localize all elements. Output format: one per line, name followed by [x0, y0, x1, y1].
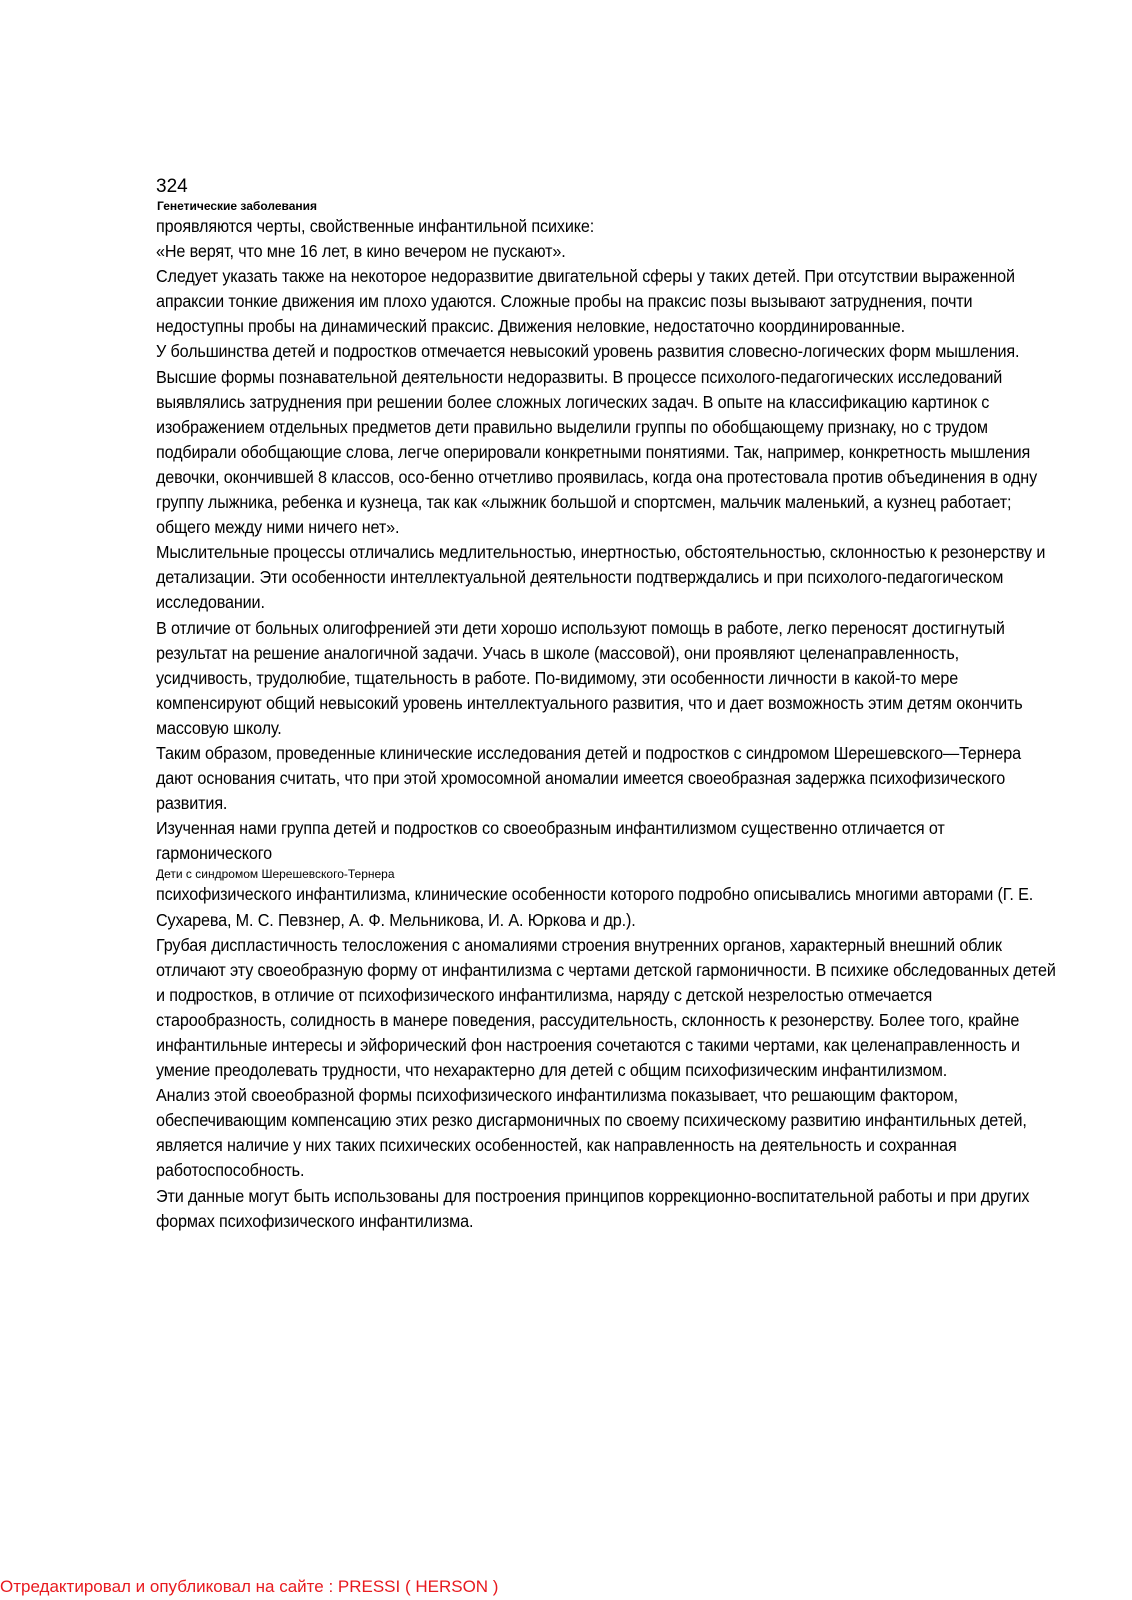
paragraph: Мыслительные процессы отличались медлительностью, инертностью, обстоятельностью, склонностью к резонерству и детализации. Эти особенности интеллектуальной деятельности подтверждались и при психолого-педагогическом исследовании. [156, 542, 1046, 613]
publisher-footer: Отредактировал и опубликовал на сайте : PRESSI ( HERSON ) [0, 1577, 499, 1596]
paragraph: «Не верят, что мне 16 лет, в кино вечером не пускают». [156, 241, 566, 262]
paragraph: Грубая диспластичность телосложения с аномалиями строения внутренних органов, характерный внешний облик отличают эту своеобразную форму от инфантилизма с чертами детской гармоничности. В психике обследованных детей и подростков, в отличие от психофизического инфантилизма, наряду с детской незрелостью отмечается старообразность, солидность в манере поведения, рассудительность, склонность к резонерству. Более того, крайне инфантильные интересы и эйфорический фон настроения сочетаются с такими чертами, как целенаправленность и умение преодолевать трудности, что нехарактерно для детей с общим психофизическим инфантилизмом. [156, 934, 1056, 1081]
paragraph: Таким образом, проведенные клинические исследования детей и подростков с синдромом Шерешевского—Тернера дают основания считать, что при этой хромосомной аномалии имеется своеобразная задержка психофизического развития. [156, 742, 1021, 814]
paragraph: В отличие от больных олигофренией эти дети хорошо используют помощь в работе, легко переносят достигнутый результат на решение аналогичной задачи. Учась в школе (массовой), они проявляют целенаправленность, усидчивость, трудолюбие, тщательность в работе. По-видимому, эти особенности личности в какой-то мере компенсируют общий невысокий уровень интеллектуального развития, что и дает возможность этим детям окончить массовую школу. [156, 617, 1023, 738]
paragraph: Анализ этой своеобразной формы психофизического инфантилизма показывает, что решающим фактором, обеспечивающим компенсацию этих резко дисгармоничных по своему психическому развитию инфантильных детей, является наличие у них таких психических особенностей, как направленность на деятельность и сохранная работоспособность. [156, 1085, 1027, 1181]
page-body [156, 176, 1056, 1234]
paragraph: проявляются черты, свойственные инфантильной психике: [156, 216, 595, 236]
text-block-after [156, 882, 1056, 1233]
page-number: 324 [156, 176, 188, 197]
running-head: Генетические заболевания [157, 199, 318, 213]
section-head: Дети с синдромом Шерешевского-Тернера [156, 867, 395, 882]
paragraph: Изученная нами группа детей и подростков со своеобразным инфантилизмом существенно отличается от гармонического [156, 818, 945, 864]
paragraph: психофизического инфантилизма, клинические особенности которого подробно описывались многими авторами (Г. Е. Сухарева, М. С. Певзнер, А. Ф. Мельникова, И. А. Юркова и др.). [156, 884, 1034, 930]
paragraph: У большинства детей и подростков отмечается невысокий уровень развития словесно-логических форм мышления. Высшие формы познавательной деятельности недоразвиты. В процессе психолого-педагогических исследований выявлялись затруднения при решении более сложных логических задач. В опыте на классификацию картинок с изображением отдельных предметов дети правильно выделили группы по обобщающему признаку, но с трудом подбирали обобщающие слова, легче оперировали конкретными понятиями. Так, например, конкретность мышления девочки, окончившей 8 классов, осо-бенно отчетливо проявилась, когда она протестовала против объединения в одну группу лыжника, ребенка и кузнеца, так как «лыжник большой и спортсмен, мальчик маленький, а кузнец работает; общего между ними ничего нет». [156, 341, 1038, 538]
text-block-before [156, 214, 1056, 866]
paragraph: Следует указать также на некоторое недоразвитие двигательной сферы у таких детей. При отсутствии выраженной апраксии тонкие движения им плохо удаются. Сложные пробы на праксис позы вызывают затруднения, почти недоступны пробы на динамический праксис. Движения неловкие, недостаточно координированные. [156, 266, 1015, 337]
paragraph: Эти данные могут быть использованы для построения принципов коррекционно-воспитательной работы и при других формах психофизического инфантилизма. [156, 1185, 1030, 1231]
